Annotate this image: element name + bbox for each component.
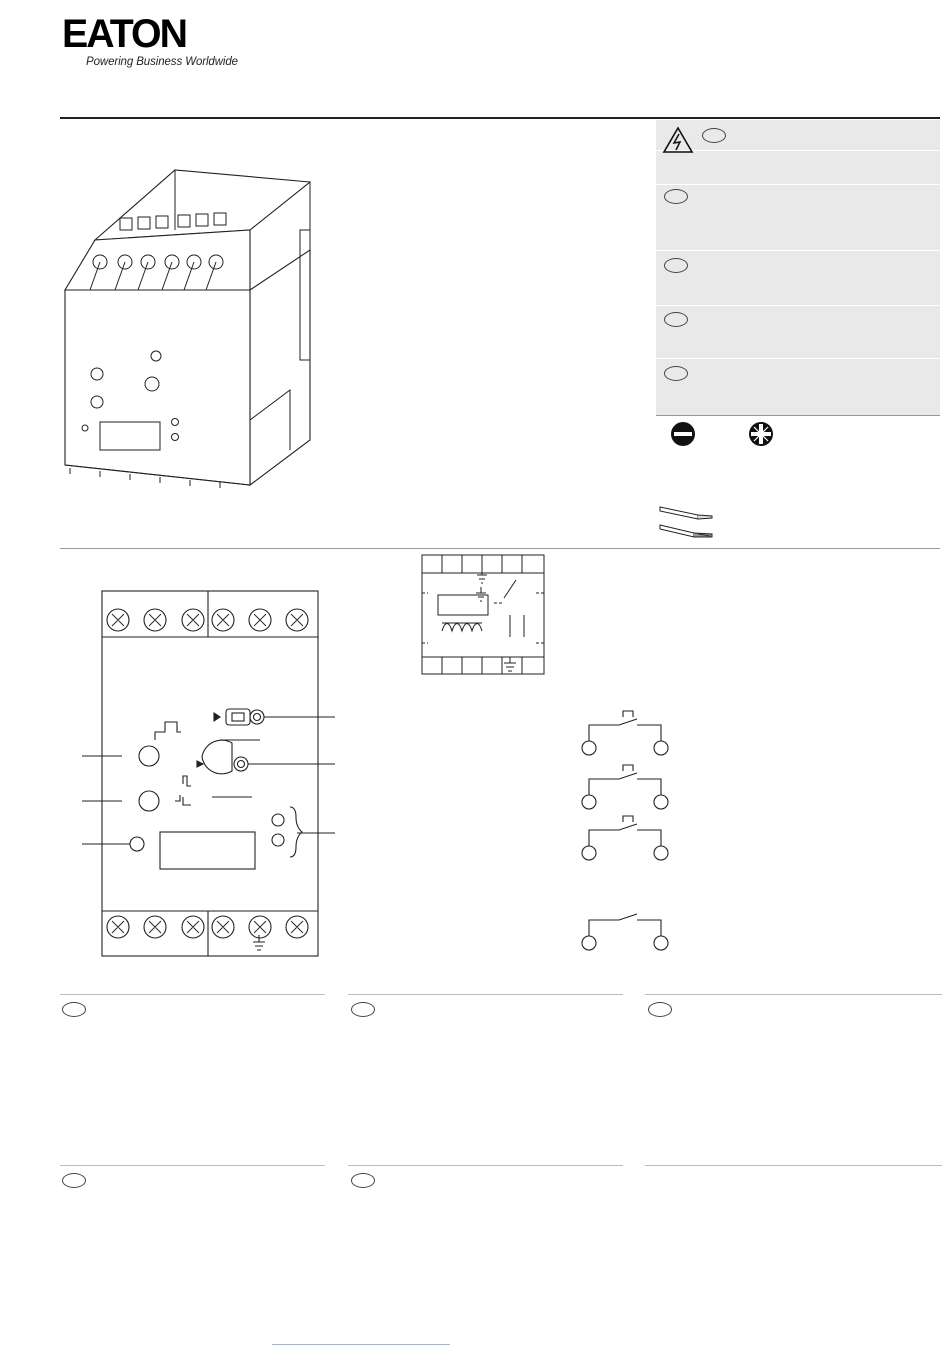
flat-screwdriver-icon [670, 421, 696, 447]
language-marker [664, 366, 688, 381]
panel-divider [656, 305, 940, 306]
footer-link-underline[interactable] [272, 1344, 450, 1345]
section-rule [645, 1165, 942, 1166]
top-rule [60, 117, 940, 119]
relay-front-view-drawing [80, 585, 340, 960]
section-rule [60, 994, 325, 995]
language-marker [648, 1002, 672, 1017]
logo-wordmark: EATON [62, 14, 187, 50]
wiring-schematic [420, 553, 546, 676]
section-rule [348, 1165, 623, 1166]
language-marker [702, 128, 726, 143]
panel-bottom-rule [656, 415, 940, 416]
panel-divider [656, 184, 940, 185]
section-rule [348, 994, 623, 995]
warning-icon [662, 126, 694, 154]
language-marker [664, 189, 688, 204]
language-marker [664, 258, 688, 273]
panel-divider [656, 150, 940, 151]
language-marker [351, 1173, 375, 1188]
panel-divider [656, 358, 940, 359]
wire-icons [658, 503, 718, 539]
eaton-logo [62, 14, 187, 50]
language-marker [62, 1002, 86, 1017]
language-marker [62, 1173, 86, 1188]
panel-divider [656, 250, 940, 251]
relay-device-illustration [60, 160, 330, 490]
language-marker [351, 1002, 375, 1017]
safety-panel [656, 120, 940, 416]
brand-tagline: Powering Business Worldwide [86, 56, 238, 68]
language-marker [664, 312, 688, 327]
section-rule [645, 994, 942, 995]
section-rule [60, 1165, 325, 1166]
contact-symbols [575, 704, 675, 960]
pozidriv-screwdriver-icon [748, 421, 774, 447]
middle-rule [60, 548, 940, 549]
